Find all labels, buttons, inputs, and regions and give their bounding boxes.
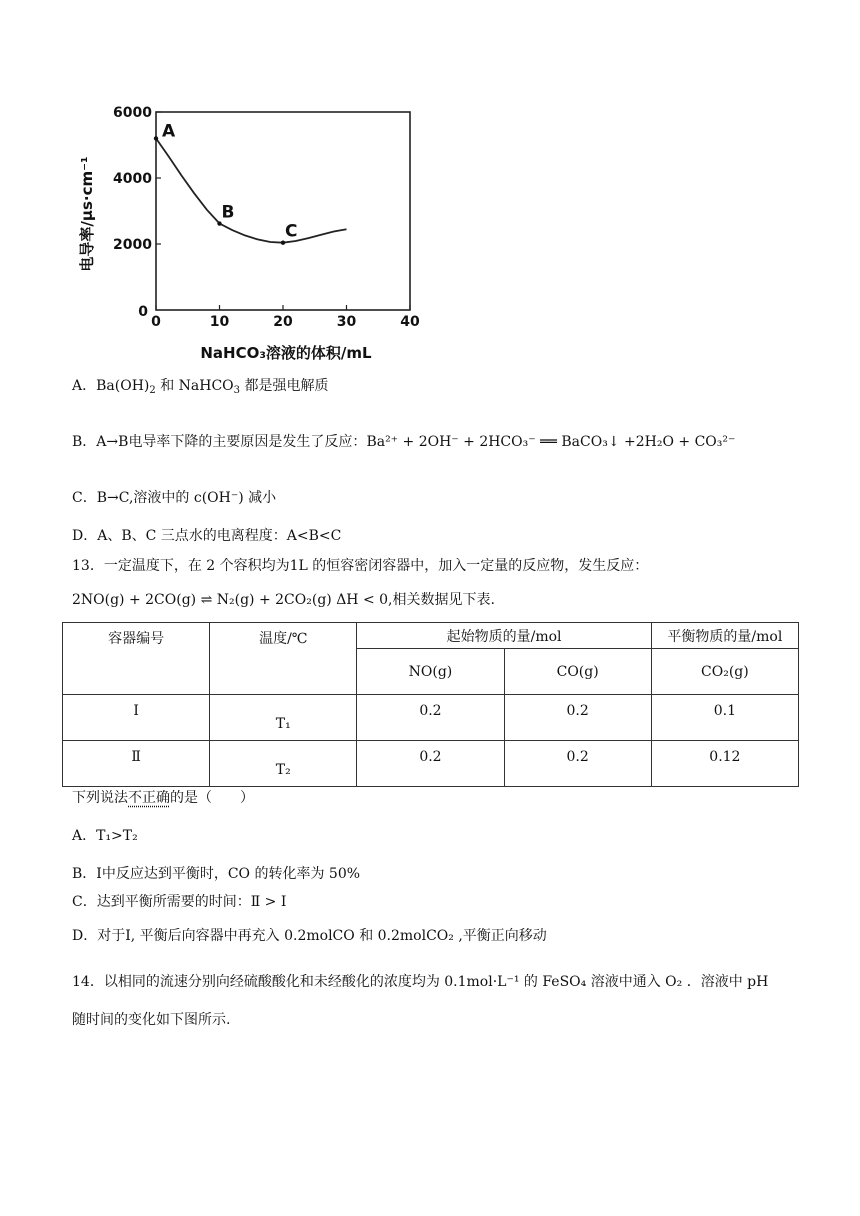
cell-no: 0.2	[357, 695, 504, 741]
th-co2: CO₂(g)	[651, 649, 798, 695]
th-no: NO(g)	[357, 649, 504, 695]
th-temp: 温度/℃	[210, 623, 357, 695]
q13-question-emphasis: 不正确	[128, 790, 170, 806]
q12-a-and: 和	[155, 378, 179, 394]
q12-c-text: ,溶液中的 c(OH⁻) 减小	[128, 490, 277, 506]
q13-option-c: C．达到平衡所需要的时间：Ⅱ > Ⅰ	[72, 894, 287, 910]
q12-option-c	[72, 488, 276, 508]
th-co: CO(g)	[504, 649, 651, 695]
plot-frame	[156, 112, 410, 310]
q13-equation: 2NO(g) + 2CO(g) ⇌ N₂(g) + 2CO₂(g) ΔH < 0	[72, 592, 389, 608]
origin-label: 0	[138, 304, 148, 320]
q12-a-formula2: NaHCO	[178, 378, 234, 394]
q12-b-equation: Ba²⁺ + 2OH⁻ + 2HCO₃⁻ ══ BaCO₃↓ +2H₂O + CO₃²⁻	[366, 434, 736, 450]
q13-option-b: B．Ⅰ中反应达到平衡时，CO 的转化率为 50%	[72, 866, 361, 882]
cell-co2: 0.1	[651, 695, 798, 741]
cell-temp: T₂	[210, 741, 357, 787]
point-label-b: B	[221, 202, 235, 223]
q13-question	[72, 788, 254, 808]
x-axis-label: NaHCO₃溶液的体积/mL	[200, 344, 372, 362]
point-label-a: A	[162, 121, 176, 142]
q13-question-post: 的是（ ）	[170, 790, 254, 806]
conductivity-curve	[156, 138, 347, 242]
q12-b-prefix: B．	[72, 434, 97, 450]
x-tick-label: 20	[273, 314, 293, 330]
x-tick-label: 30	[336, 314, 357, 330]
y-tick-label: 2000	[113, 237, 152, 253]
cell-no: 0.2	[357, 741, 504, 787]
table-row	[63, 741, 799, 787]
q14-stem-line1: 14．以相同的流速分别向经硫酸酸化和未经酸化的浓度均为 0.1mol·L⁻¹ 的 FeSO₄ 溶液中通入 O₂ ．溶液中 pH	[72, 974, 769, 990]
cell-id: Ⅰ	[63, 695, 210, 741]
q12-c-bc: B→C	[96, 490, 129, 506]
q12-option-b	[72, 432, 735, 452]
cell-co: 0.2	[504, 695, 651, 741]
th-start: 起始物质的量/mol	[357, 623, 651, 649]
th-equilibrium: 平衡物质的量/mol	[651, 623, 798, 649]
q12-c-prefix: C．	[72, 490, 97, 506]
th-container: 容器编号	[63, 623, 210, 695]
cell-id: Ⅱ	[63, 741, 210, 787]
x-tick-label: 10	[209, 314, 230, 330]
y-tick-label: 6000	[113, 105, 152, 121]
point-label-c: C	[285, 221, 298, 242]
table-row	[63, 695, 799, 741]
q12-b-ab: A→B	[96, 434, 129, 450]
point-marker-a	[154, 136, 158, 140]
q13-data-table	[62, 622, 799, 787]
q12-a-formula2-sub: 3	[233, 385, 241, 396]
q13-option-a: A．T₁>T₂	[72, 828, 138, 844]
cell-co2: 0.12	[651, 741, 798, 787]
q12-a-prefix: A．	[72, 378, 97, 394]
q12-option-a	[72, 376, 328, 401]
cell-temp: T₁	[210, 695, 357, 741]
y-axis-label: 电导率/μs·cm⁻¹	[78, 156, 96, 272]
chart-svg	[70, 96, 430, 366]
q12-option-d: D．A、B、C 三点水的电离程度：A<B<C	[72, 528, 342, 544]
q12-a-formula1: Ba(OH)	[96, 378, 150, 394]
y-tick-label: 4000	[113, 171, 152, 187]
q12-b-text: 电导率下降的主要原因是发生了反应：	[128, 434, 367, 450]
x-tick-label: 40	[400, 314, 420, 330]
q13-question-pre: 下列说法	[72, 790, 128, 806]
q12-a-formula1-sub: 2	[149, 385, 156, 396]
x-tick-label: 0	[151, 314, 161, 330]
q13-equation-tail: ,相关数据见下表.	[388, 592, 495, 608]
q13-stem: 13．一定温度下，在 2 个容积均为1L 的恒容密闭容器中，加入一定量的反应物，发生反应：	[72, 558, 649, 574]
q12-a-suffix: 都是强电解质	[240, 378, 329, 394]
cell-co: 0.2	[504, 741, 651, 787]
q13-equation-line	[72, 590, 495, 610]
conductivity-chart	[70, 96, 430, 366]
q14-stem-line2: 随时间的变化如下图所示.	[72, 1012, 231, 1028]
q13-option-d: D．对于Ⅰ, 平衡后向容器中再充入 0.2molCO 和 0.2molCO₂ ,平衡正向移动	[72, 928, 547, 944]
